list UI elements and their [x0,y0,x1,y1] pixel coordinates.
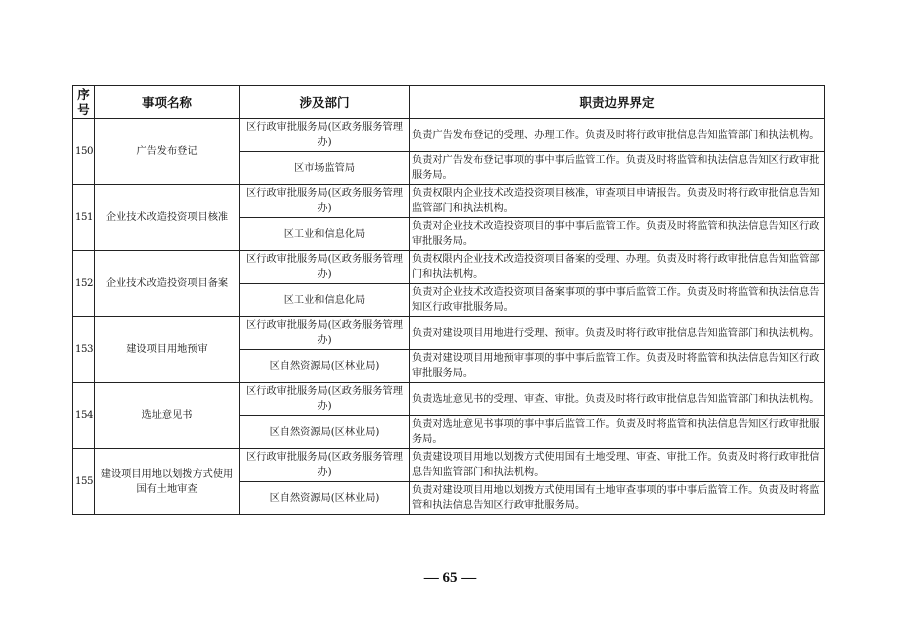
header-no: 序号 [73,86,95,119]
responsibility: 负责广告发布登记的受理、办理工作。负责及时将行政审批信息告知监管部门和执法机构。 [410,119,825,152]
table-row [73,317,825,350]
row-number: 154 [73,383,95,449]
responsibility: 负责对企业技术改造投资项目备案事项的事中事后监管工作。负责及时将监管和执法信息告知区行政审批服务局。 [410,284,825,317]
header-dept: 涉及部门 [240,86,410,119]
responsibility: 负责对建设项目用地以划拨方式使用国有土地审查事项的事中事后监管工作。负责及时将监管和执法信息告知区行政审批服务局。 [410,482,825,515]
table-row [73,251,825,284]
responsibility: 负责对广告发布登记事项的事中事后监管工作。负责及时将监管和执法信息告知区行政审批服务局。 [410,152,825,185]
item-name: 企业技术改造投资项目核准 [95,185,240,251]
header-name: 事项名称 [95,86,240,119]
department: 区行政审批服务局(区政务服务管理办) [240,185,410,218]
department: 区自然资源局(区林业局) [240,350,410,383]
department: 区行政审批服务局(区政务服务管理办) [240,317,410,350]
table-row [73,185,825,218]
item-name: 选址意见书 [95,383,240,449]
responsibility: 负责选址意见书的受理、审查、审批。负责及时将行政审批信息告知监管部门和执法机构。 [410,383,825,416]
department: 区行政审批服务局(区政务服务管理办) [240,449,410,482]
responsibility: 负责权限内企业技术改造投资项目备案的受理、办理。负责及时将行政审批信息告知监管部门和执法机构。 [410,251,825,284]
responsibility: 负责对企业技术改造投资项目的事中事后监管工作。负责及时将监管和执法信息告知区行政审批服务局。 [410,218,825,251]
page-number: — 65 — [423,570,477,586]
row-number: 151 [73,185,95,251]
row-number: 150 [73,119,95,185]
item-name: 建设项目用地以划拨方式使用国有土地审查 [95,449,240,515]
responsibility: 负责对建设项目用地进行受理、预审。负责及时将行政审批信息告知监管部门和执法机构。 [410,317,825,350]
department: 区市场监管局 [240,152,410,185]
row-number: 152 [73,251,95,317]
department: 区行政审批服务局(区政务服务管理办) [240,119,410,152]
responsibility: 负责建设项目用地以划拨方式使用国有土地受理、审查、审批工作。负责及时将行政审批信息告知监管部门和执法机构。 [410,449,825,482]
item-name: 企业技术改造投资项目备案 [95,251,240,317]
row-number: 155 [73,449,95,515]
row-number: 153 [73,317,95,383]
department: 区自然资源局(区林业局) [240,482,410,515]
department: 区行政审批服务局(区政务服务管理办) [240,383,410,416]
responsibility-table [72,85,825,515]
item-name: 广告发布登记 [95,119,240,185]
table-row [73,449,825,482]
table-header-row [73,86,825,119]
department: 区工业和信息化局 [240,284,410,317]
table-row [73,383,825,416]
responsibility: 负责对建设项目用地预审事项的事中事后监管工作。负责及时将监管和执法信息告知区行政审批服务局。 [410,350,825,383]
table-row [73,119,825,152]
department: 区工业和信息化局 [240,218,410,251]
department: 区自然资源局(区林业局) [240,416,410,449]
header-resp: 职责边界界定 [410,86,825,119]
responsibility: 负责权限内企业技术改造投资项目核准，审查项目申请报告。负责及时将行政审批信息告知监管部门和执法机构。 [410,185,825,218]
department: 区行政审批服务局(区政务服务管理办) [240,251,410,284]
responsibility: 负责对选址意见书事项的事中事后监管工作。负责及时将监管和执法信息告知区行政审批服务局。 [410,416,825,449]
item-name: 建设项目用地预审 [95,317,240,383]
